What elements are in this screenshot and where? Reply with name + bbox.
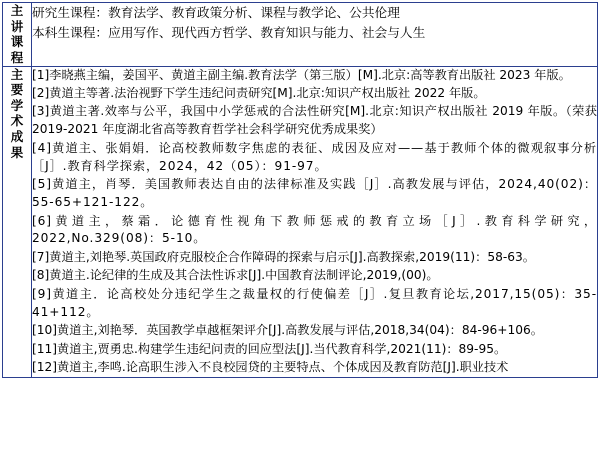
achievements-content [32, 66, 598, 378]
ref-text: 黄道主.论纪律的生成及其合法性诉求[J].中国教育法制评论,2019,(00)。 [49, 268, 439, 283]
ref-number: [2] [32, 85, 50, 100]
ref-text: 黄道主,刘艳琴.英国政府克服校企合作障碍的探索与启示[J].高教探索,2019(11)：58-63。 [49, 249, 535, 264]
list-item [32, 140, 597, 176]
ref-number: [12] [32, 360, 58, 374]
label-char: 果 [10, 144, 24, 160]
list-item [32, 249, 597, 267]
reference-list [32, 67, 597, 377]
list-item [32, 341, 597, 359]
list-item [32, 267, 597, 285]
list-item [32, 286, 597, 322]
row-label-courses [3, 3, 32, 67]
ref-text: 黄道主,李鸣.论高职生涉入不良校园贷的主要特点、个体成因及教育防范[J].职业技术 [57, 360, 509, 374]
course-line-graduate: 研究生课程：教育法学、教育政策分析、课程与教学论、公共伦理 [32, 5, 400, 20]
ref-text: 黄道主．论高校处分违纪学生之裁量权的行使偏差［J］.复旦教育论坛,2017,15(05)：35-41+112。 [32, 286, 597, 319]
ref-text: 李晓燕主编，姜国平、黄道主副主编.教育法学（第三版）[M].北京:高等教育出版社 2023 年版。 [49, 67, 571, 82]
ref-number: [3] [32, 104, 50, 119]
profile-table [2, 2, 598, 378]
ref-number: [1] [32, 67, 50, 82]
ref-text: 黄道主，肖琴．美国教师表达自由的法律标准及实践［J］.高教发展与评估，2024,40(02)：55-65+121-122。 [32, 177, 597, 210]
list-item [32, 213, 597, 249]
course-line-undergraduate: 本科生课程：应用写作、现代西方哲学、教育知识与能力、社会与人生 [32, 24, 426, 40]
ref-number: [9] [32, 286, 52, 301]
label-char: 主 [10, 66, 24, 82]
ref-number: [7] [32, 249, 50, 264]
ref-number: [4] [32, 140, 52, 155]
list-item [32, 322, 597, 340]
label-char: 要 [10, 82, 24, 98]
label-char: 程 [10, 49, 24, 65]
label-char: 课 [10, 34, 24, 50]
label-char: 讲 [10, 18, 24, 34]
label-char: 成 [10, 129, 24, 144]
ref-number: [5] [32, 177, 52, 192]
ref-number: [10] [32, 323, 58, 338]
label-char: 学 [10, 97, 24, 113]
ref-number: [8] [32, 268, 50, 283]
list-item [32, 85, 597, 103]
ref-text: 黄道主,贾勇忠.构建学生违纪问责的回应型法[J].当代教育科学,2021(11)：89-95。 [57, 341, 507, 356]
courses-row [3, 3, 598, 67]
list-item [32, 67, 597, 85]
label-char: 主 [10, 3, 24, 18]
ref-text: 黄道主著.效率与公平，我国中小学惩戒的合法性研究[M].北京:知识产权出版社 2019 年版。（荣获 2019-2021 年度湖北省高等教育哲学社会科学研究优秀成果奖） [32, 104, 597, 137]
list-item [32, 103, 597, 139]
ref-number: [11] [32, 341, 58, 356]
ref-text: 黄道主，蔡霜．论德育性视角下教师惩戒的教育立场［J］.教育科学研究，2022,No.329(08)：5-10。 [32, 213, 597, 246]
row-label-achievements [3, 66, 32, 378]
ref-text: 黄道主等著.法治视野下学生违纪问责研究[M].北京:知识产权出版社 2022 年版。 [49, 85, 486, 100]
label-char: 术 [10, 113, 24, 129]
courses-content [32, 3, 598, 67]
document-page [0, 2, 600, 476]
achievements-row [3, 66, 598, 378]
list-item [32, 176, 597, 212]
list-item [32, 359, 597, 377]
ref-text: 黄道主、张娟娟．论高校教师数字焦虑的表征、成因及应对——基于教师个体的微观叙事分析［J］.教育科学探索，2024，42（05）：91-97。 [32, 140, 597, 173]
ref-text: 黄道主,刘艳琴．英国教学卓越框架评介[J].高教发展与评估,2018,34(04)：84-96+106。 [57, 323, 543, 338]
ref-number: [6] [32, 213, 52, 228]
